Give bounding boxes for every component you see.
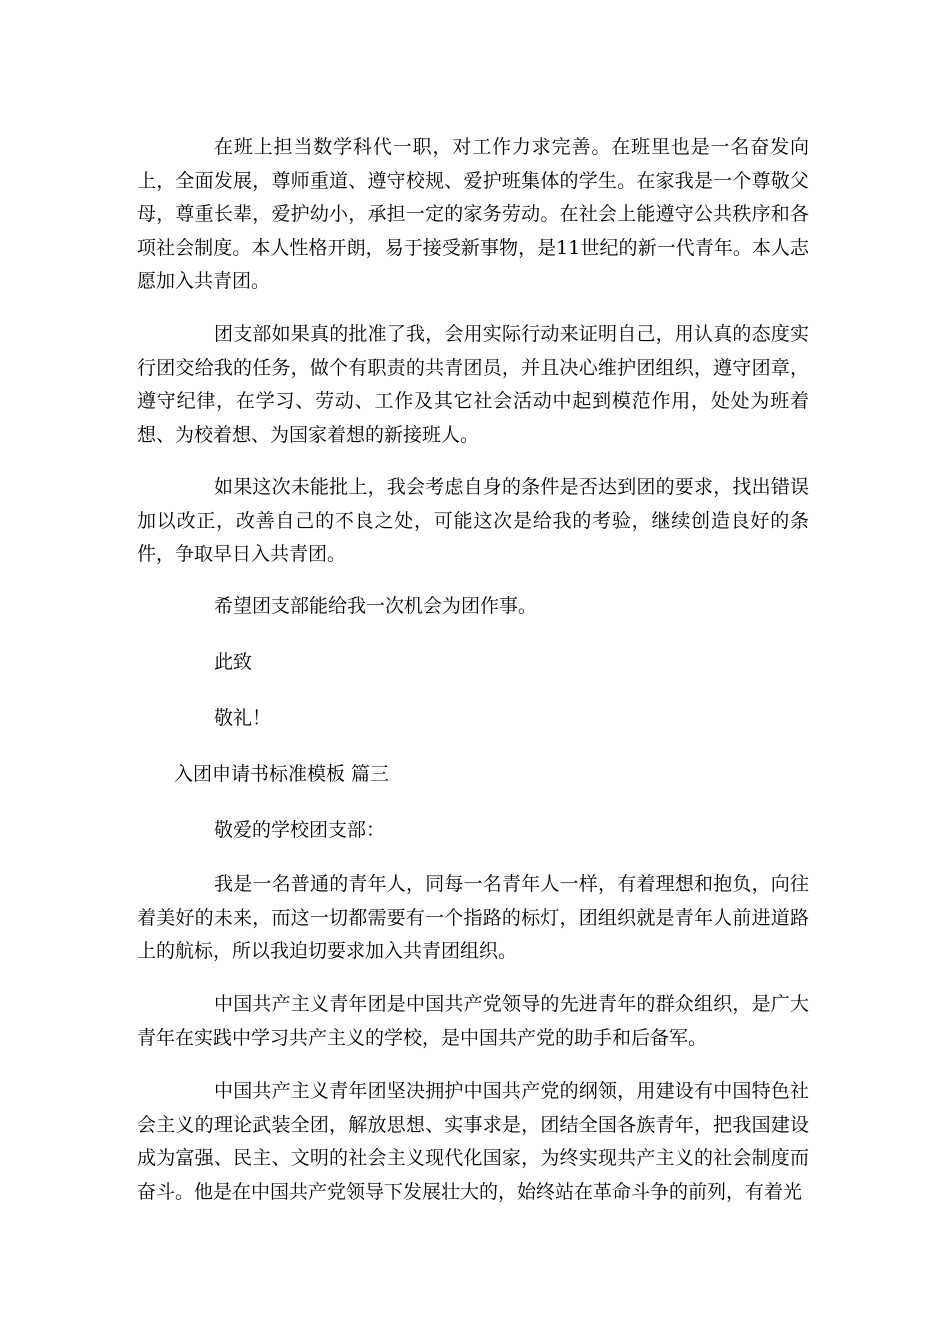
paragraph-ordinary-youth: 我是一名普通的青年人，同每一名青年人一样，有着理想和抱负，向往着美好的未来，而这一切都需要有一个指路的标灯，团组织就是青年人前进道路上的航标，所以我迫切要求加入共青团组织。: [137, 873, 809, 962]
paragraph-if-rejected: 如果这次未能批上，我会考虑自身的条件是否达到团的要求，找出错误加以改正，改善自己的不良之处，可能这次是给我的考验，继续创造良好的条件，争取早日入共青团。: [137, 476, 809, 565]
hope-line: 希望团支部能给我一次机会为团作事。: [214, 595, 538, 617]
paragraph-league-definition: 中国共产主义青年团是中国共产党领导的先进青年的群众组织，是广大青年在实践中学习共产主义的学校，是中国共产党的助手和后备军。: [137, 993, 809, 1049]
section-heading: 入团申请书标准模板 篇三: [174, 763, 390, 785]
paragraph-class-duties: 在班上担当数学科代一职，对工作力求完善。在班里也是一名奋发向上，全面发展，尊师重道、遵守校规、爱护班集体的学生。在家我是一个尊敬父母，尊重长辈，爱护幼小，承担一定的家务劳动。在社会上能遵守公共秩序和各项社会制度。本人性格开朗，易于接受新事物，是11世纪的新一代青年。本人志愿加入共青团。: [137, 136, 809, 292]
closing-jing-li: 敬礼！: [214, 707, 272, 729]
closing-ci-zhi: 此致: [214, 651, 253, 673]
salutation: 敬爱的学校团支部：: [214, 819, 386, 841]
paragraph-commitment: 团支部如果真的批准了我，会用实际行动来证明自己，用认真的态度实行团交给我的任务，做个有职责的共青团员，并且决心维护团组织，遵守团章，遵守纪律，在学习、劳动、工作及其它社会活动中起到模范作用，处处为班着想、为校着想、为国家着想的新接班人。: [137, 323, 809, 446]
paragraph-league-program: 中国共产主义青年团坚决拥护中国共产党的纲领，用建设有中国特色社会主义的理论武装全团，解放思想、实事求是，团结全国各族青年，把我国建设成为富强、民主、文明的社会主义现代化国家，为终实现共产主义的社会制度而奋斗。他是在中国共产党领导下发展壮大的，始终站在革命斗争的前列，有着光: [137, 1080, 809, 1203]
